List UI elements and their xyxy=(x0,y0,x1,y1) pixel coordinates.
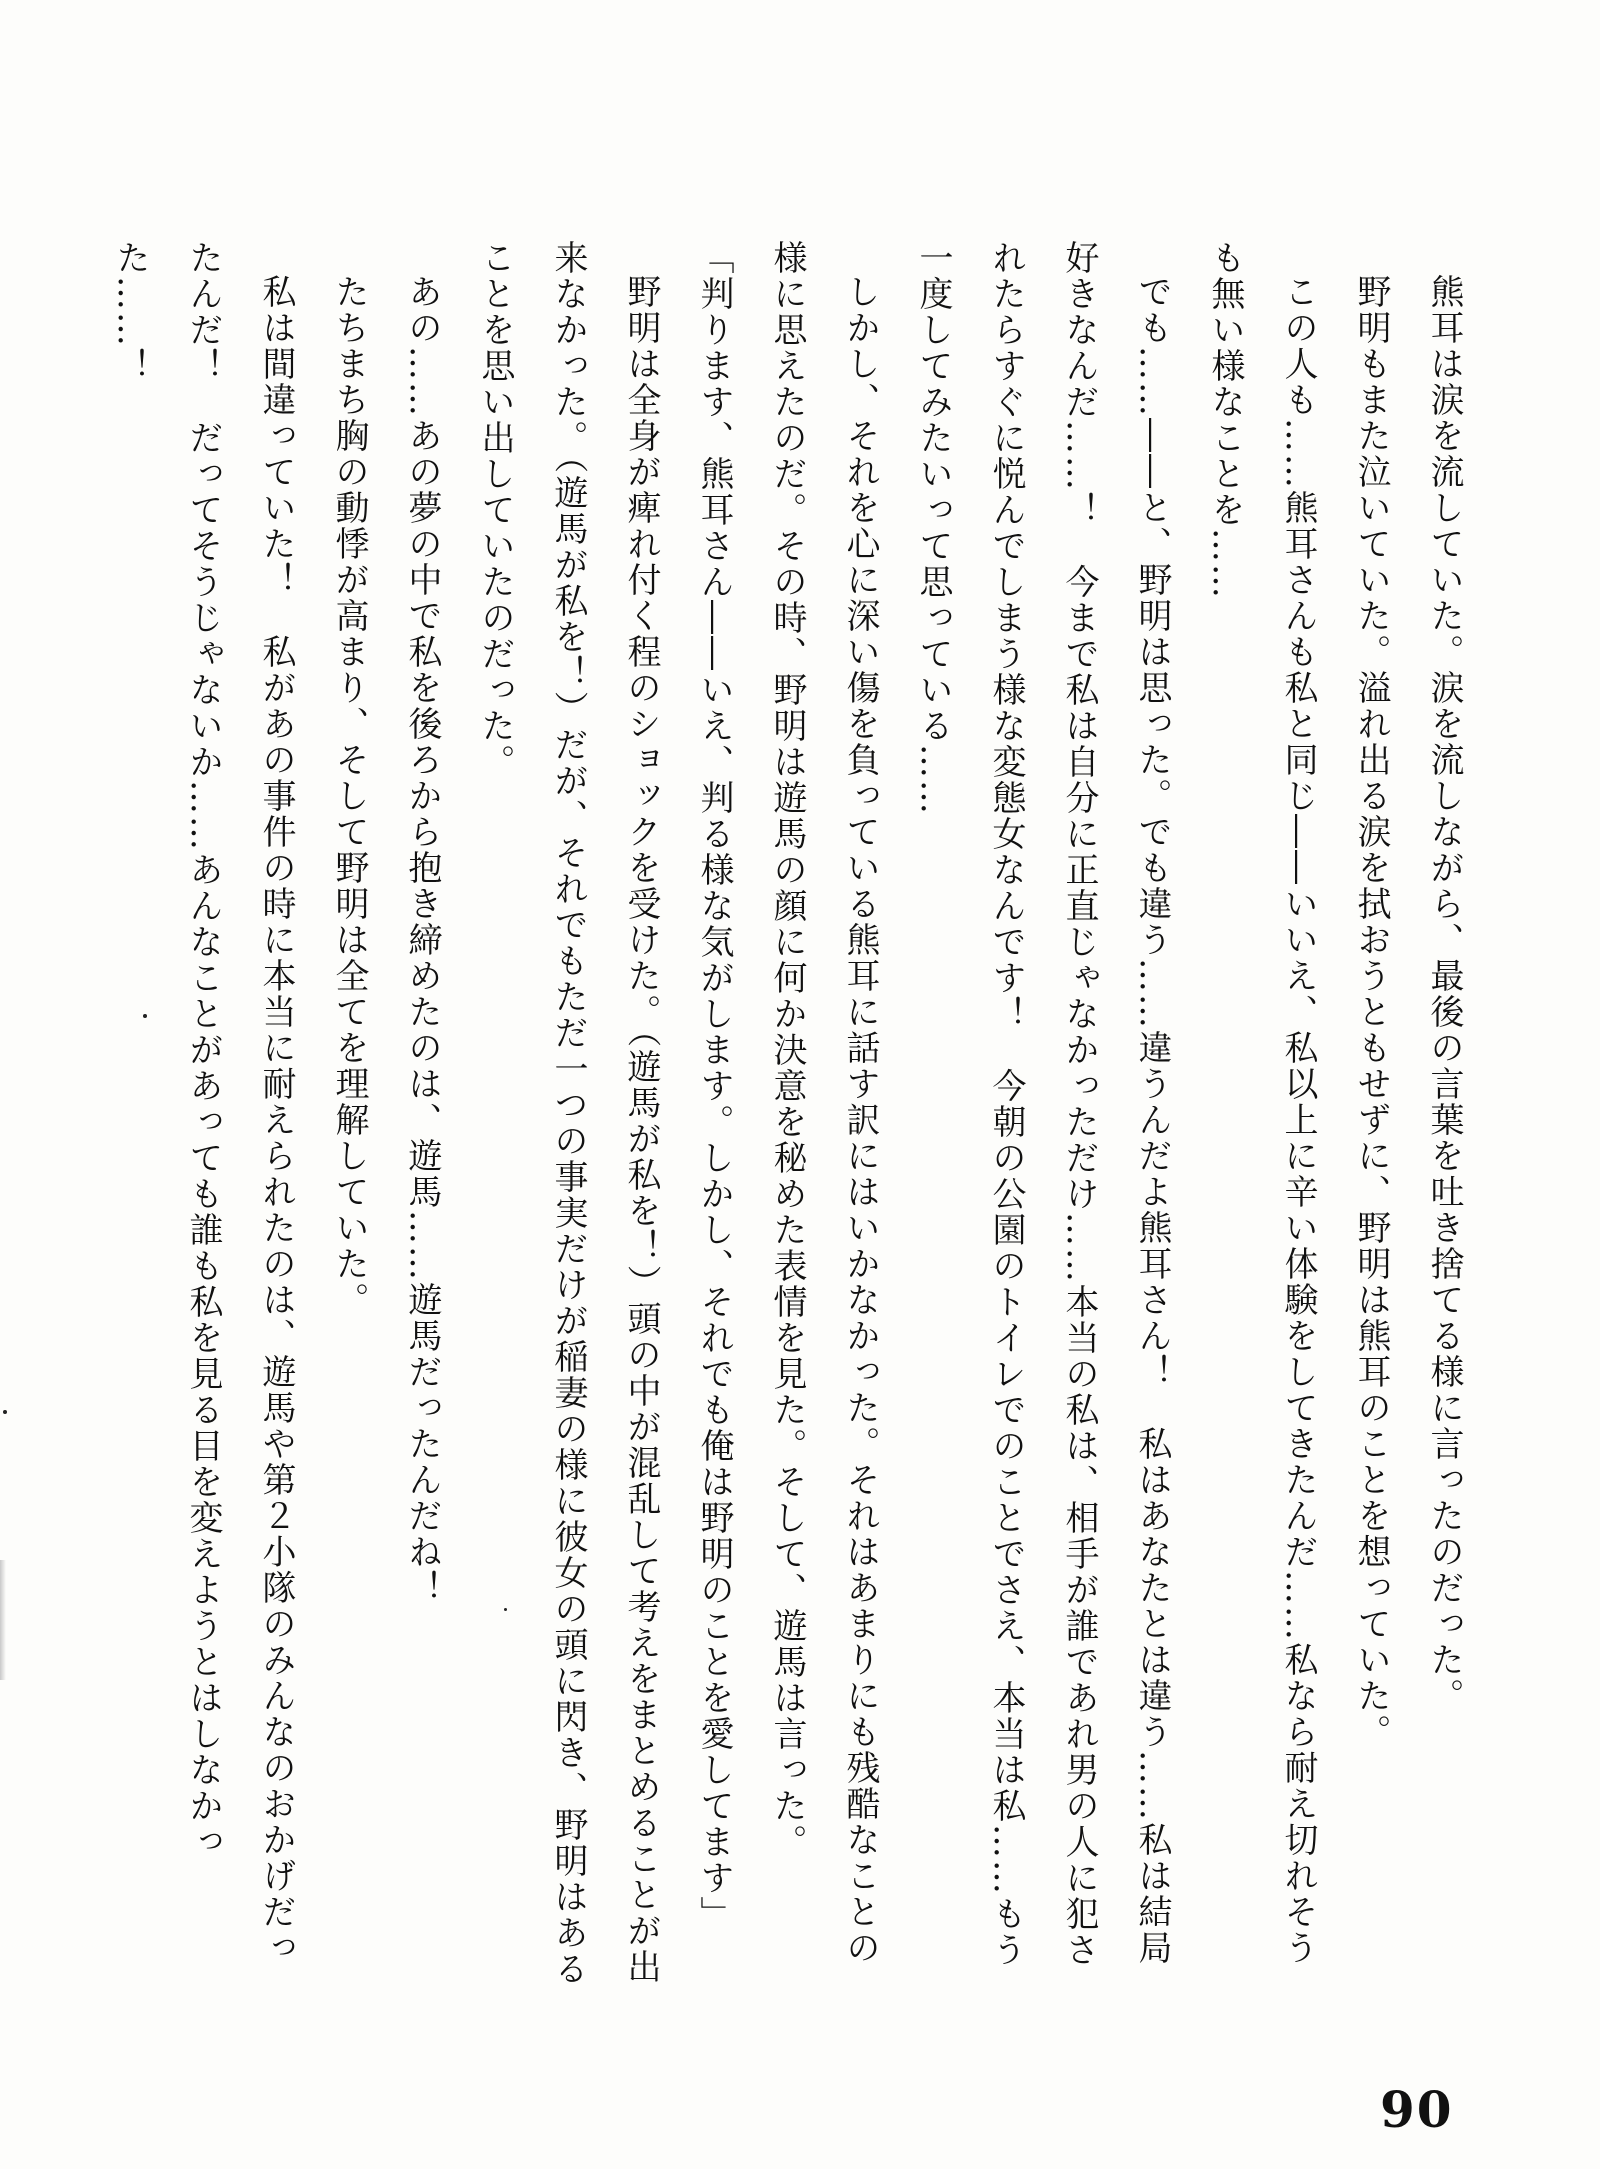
scan-speck xyxy=(504,1608,507,1611)
paragraph: 私は間違っていた！ 私があの事件の時に本当に耐えられたのは、遊馬や第２小隊のみんなのおかげだったんだ！ だってそうじゃないか……あんなことがあっても誰も私を見る目を変えようとはしなかった……！ xyxy=(110,240,296,1966)
paragraph: たちまち胸の動悸が高まり、そして野明は全てを理解していた。 xyxy=(329,274,369,1318)
paragraph: しかし、それを心に深い傷を負っている熊耳に話す訳にはいかなかった。それはあまりにも残酷なことの様に思えたのだ。その時、野明は遊馬の顔に何か決意を秘めた表情を見た。そして、遊馬は言った。 xyxy=(767,240,880,1966)
page-number: 90 xyxy=(1380,2080,1454,2139)
paragraph: 野明もまた泣いていた。溢れ出る涙を拭おうともせずに、野明は熊耳のことを想っていた。 xyxy=(1351,274,1391,1750)
dialogue-paragraph: 「判ります、熊耳さん――いえ、判る様な気がします。しかし、それでも俺は野明のことを愛してます」 xyxy=(694,240,734,1932)
body-text xyxy=(110,240,1480,1990)
paragraph: 野明は全身が痺れ付く程のショックを受けた。（遊馬が私を！）頭の中が混乱して考えをまとめることが出来なかった。（遊馬が私を！）だが、それでもただ一つの事実だけが稲妻の様に彼女の頭に閃き、野明はあることを思い出していたのだった。 xyxy=(475,240,661,1987)
paragraph: この人も……熊耳さんも私と同じ――いいえ、私以上に辛い体験をしてきたんだ……私なら耐え切れそうも無い様なことを…… xyxy=(1205,240,1318,1966)
paragraph: でも……――と、野明は思った。でも違う……違うんだよ熊耳さん！ 私はあなたとは違う……私は結局好きなんだ……！ 今まで私は自分に正直じゃなかっただけ……本当の私は、相手が誰であれ男の人に犯されたらすぐに悦んでしまう様な変態女なんです！ 今朝の公園のトイレでのことでさえ、本当は私……もう一度してみたいって思っている…… xyxy=(913,240,1172,1968)
paragraph: あの……あの夢の中で私を後ろから抱き締めたのは、遊馬……遊馬だったんだね！ xyxy=(402,274,442,1606)
scan-speck xyxy=(143,1014,147,1018)
scan-speck xyxy=(3,1410,7,1414)
paragraph: 熊耳は涙を流していた。涙を流しながら、最後の言葉を吐き捨てる様に言ったのだった。 xyxy=(1424,274,1464,1714)
scan-edge-shadow xyxy=(0,1560,6,1680)
